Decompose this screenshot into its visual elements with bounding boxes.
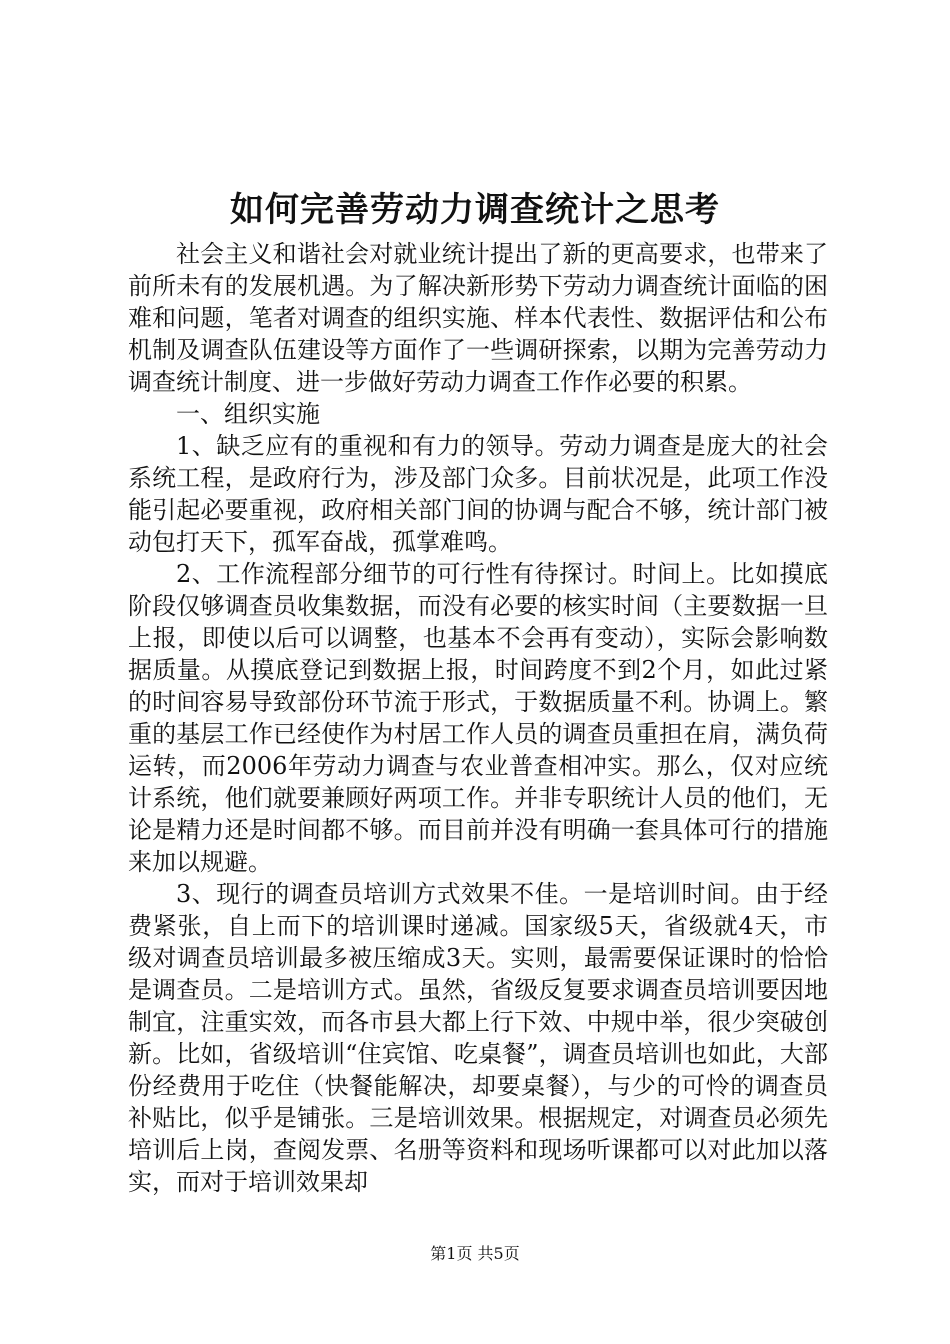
section-heading-organization: 一、组织实施 bbox=[176, 400, 320, 428]
paragraph-point-1: 1、缺乏应有的重视和有力的领导。劳动力调查是庞大的社会系统工程，是政府行为，涉及部门众多。目前状况是，此项工作没能引起必要重视，政府相关部门间的协调与配合不够，统计部门被动包打天下，孤军奋战，孤掌难鸣。 bbox=[128, 432, 828, 556]
page-footer: 第1页 共5页 bbox=[430, 1244, 520, 1263]
document-body bbox=[128, 238, 828, 1198]
document-title: 如何完善劳动力调查统计之思考 bbox=[230, 190, 720, 230]
paragraph-intro: 社会主义和谐社会对就业统计提出了新的更高要求，也带来了前所未有的发展机遇。为了解决新形势下劳动力调查统计面临的困难和问题，笔者对调查的组织实施、样本代表性、数据评估和公布机制及调查队伍建设等方面作了一些调研探索，以期为完善劳动力调查统计制度、进一步做好劳动力调查工作作必要的积累。 bbox=[128, 240, 828, 396]
paragraph-point-2: 2、工作流程部分细节的可行性有待探讨。时间上。比如摸底阶段仅够调查员收集数据，而没有必要的核实时间（主要数据一旦上报，即使以后可以调整，也基本不会再有变动），实际会影响数据质量。从摸底登记到数据上报，时间跨度不到2个月，如此过紧的时间容易导致部份环节流于形式，于数据质量不利。协调上。繁重的基层工作已经使作为村居工作人员的调查员重担在肩，满负荷运转，而2006年劳动力调查与农业普查相冲实。那么，仅对应统计系统，他们就要兼顾好两项工作。并非专职统计人员的他们，无论是精力还是时间都不够。而目前并没有明确一套具体可行的措施来加以规避。 bbox=[128, 560, 828, 876]
paragraph-point-3: 3、现行的调查员培训方式效果不佳。一是培训时间。由于经费紧张，自上而下的培训课时递减。国家级5天，省级就4天，市级对调查员培训最多被压缩成3天。实则，最需要保证课时的恰恰是调查员。二是培训方式。虽然，省级反复要求调查员培训要因地制宜，注重实效，而各市县大都上行下效、中规中举，很少突破创新。比如，省级培训“住宾馆、吃桌餐”，调查员培训也如此，大部份经费用于吃住（快餐能解决，却要桌餐），与少的可怜的调查员补贴比，似乎是铺张。三是培训效果。根据规定，对调查员必须先培训后上岗，查阅发票、名册等资料和现场听课都可以对此加以落实，而对于培训效果却 bbox=[128, 880, 828, 1196]
